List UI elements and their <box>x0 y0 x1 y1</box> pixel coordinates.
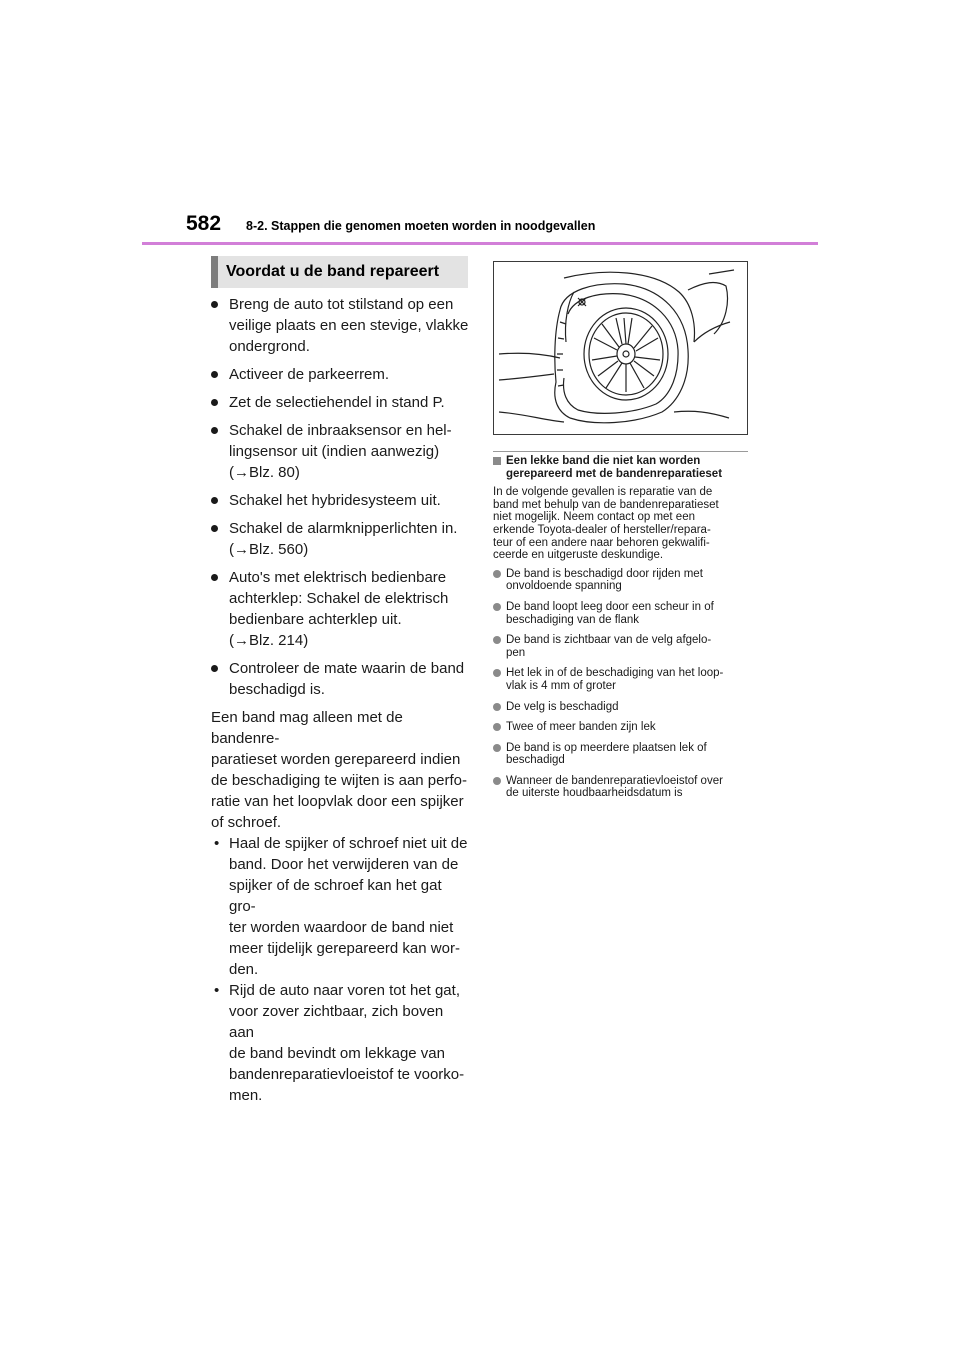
intro-line: erkende Toyota-dealer of hersteller/repara- <box>493 523 711 536</box>
bullet-text-line: pen <box>506 646 526 659</box>
paragraph-line: ratie van het loopvlak door een spijker <box>211 793 464 810</box>
bullet-mark-icon: • <box>214 982 220 999</box>
bullet-dot-icon <box>211 525 218 532</box>
bullet-text-line: Zet de selectiehendel in stand P. <box>229 394 445 411</box>
bullet-text-line: beschadigd <box>506 754 565 767</box>
bullet-text-line: achterklep: Schakel de elektrisch <box>229 590 449 607</box>
dash-text-line: meer tijdelijk gerepareerd kan wor- <box>229 940 460 957</box>
bullet-text-line: onvoldoende spanning <box>506 580 622 593</box>
bullet-text-line: De velg is beschadigd <box>506 700 619 713</box>
bullet-text-line: De band is beschadigd door rijden met <box>506 567 703 580</box>
bullet-dot-icon <box>493 777 501 785</box>
bullet-dot-icon <box>211 301 218 308</box>
list-item <box>211 490 469 511</box>
flat-tire-drawing <box>494 262 747 434</box>
dash-list <box>211 833 469 1106</box>
header-divider <box>142 242 818 245</box>
subhead-line: Een lekke band die niet kan worden <box>506 455 701 467</box>
paragraph-line: paratieset worden gerepareerd indien <box>211 751 461 768</box>
bullet-dot-icon <box>211 371 218 378</box>
intro-line: ceerde en uitgeruste deskundige. <box>493 549 664 562</box>
dash-text-line: Haal de spijker of schroef niet uit de <box>229 835 468 852</box>
list-item <box>493 701 751 714</box>
bullet-text-line: Schakel het hybridesysteem uit. <box>229 492 441 509</box>
bullet-text-line: beschadiging van de flank <box>506 613 639 626</box>
intro-line: teur of een andere naar behoren gekwalifi- <box>493 536 710 549</box>
flat-tire-illustration <box>493 261 748 435</box>
dash-text-line: Rijd de auto naar voren tot het gat, <box>229 982 460 999</box>
dash-text-line: men. <box>229 1087 263 1104</box>
unrepairable-bullet-list <box>493 568 751 800</box>
bullet-text-line: (→Blz. 214) <box>229 632 309 649</box>
bullet-text-line: vlak is 4 mm of groter <box>506 679 616 692</box>
list-item <box>493 667 751 692</box>
bullet-dot-icon <box>211 399 218 406</box>
bullet-text-line: bedienbare achterklep uit. <box>229 611 402 628</box>
bullet-text-line: De band is zichtbaar van de velg afgelo- <box>506 634 712 647</box>
bullet-dot-icon <box>211 574 218 581</box>
square-bullet-icon <box>493 457 501 465</box>
bullet-dot-icon <box>493 723 501 731</box>
dash-text-line: spijker of de schroef kan het gat gro- <box>229 877 442 915</box>
dash-text-line: den. <box>229 961 259 978</box>
left-column <box>211 294 469 1106</box>
list-item <box>211 392 469 413</box>
list-item <box>211 294 469 357</box>
unrepairable-intro <box>493 486 751 562</box>
bullet-text-line: (→Blz. 80) <box>229 464 300 481</box>
bullet-text-line: De band loopt leeg door een scheur in of <box>506 600 714 613</box>
bullet-text-line: ondergrond. <box>229 338 310 355</box>
bullet-text-line: Schakel de alarmknipperlichten in. <box>229 520 458 537</box>
right-divider <box>493 451 748 452</box>
list-item <box>211 420 469 483</box>
bullet-text-line: Twee of meer banden zijn lek <box>506 721 656 734</box>
unrepairable-subhead <box>493 455 751 480</box>
dash-text-line: voor zover zichtbaar, zich boven aan <box>229 1003 444 1041</box>
intro-line: In de volgende gevallen is reparatie van de <box>493 486 713 499</box>
bullet-text-line: veilige plaats en een stevige, vlakke <box>229 317 469 334</box>
dash-text-line: ter worden waardoor de band niet <box>229 919 454 936</box>
list-item <box>211 364 469 385</box>
dash-text-line: de band bevindt om lekkage van <box>229 1045 445 1062</box>
page-number: 582 <box>186 212 222 235</box>
bullet-text-line: De band is op meerdere plaatsen lek of <box>506 741 707 754</box>
bullet-text-line: Activeer de parkeerrem. <box>229 366 390 383</box>
bullet-text-line: de uiterste houdbaarheidsdatum is <box>506 787 683 800</box>
list-item <box>211 833 469 980</box>
bullet-dot-icon <box>211 665 218 672</box>
bullet-text-line: beschadigd is. <box>229 681 325 698</box>
bullet-text-line: (→Blz. 560) <box>229 541 309 558</box>
prep-bullet-list <box>211 294 469 700</box>
list-item <box>493 634 751 659</box>
paragraph-line: of schroef. <box>211 814 282 831</box>
bullet-dot-icon <box>493 669 501 677</box>
bullet-text-line: Wanneer de bandenreparatievloeistof over <box>506 774 723 787</box>
bullet-dot-icon <box>493 636 501 644</box>
section-title: Voordat u de band repareert <box>211 256 468 288</box>
subhead-line: gerepareerd met de bandenreparatieset <box>506 467 723 480</box>
bullet-dot-icon <box>493 703 501 711</box>
bullet-text-line: Auto's met elektrisch bedienbare <box>229 569 447 586</box>
bullet-dot-icon <box>211 497 218 504</box>
dash-text-line: bandenreparatievloeistof te voorko- <box>229 1066 465 1083</box>
list-item <box>211 567 469 651</box>
list-item <box>211 980 469 1106</box>
bullet-dot-icon <box>493 570 501 578</box>
list-item <box>493 775 751 800</box>
repair-condition-paragraph <box>211 707 469 833</box>
list-item <box>211 518 469 560</box>
bullet-text-line: Controleer de mate waarin de band <box>229 660 465 677</box>
list-item <box>493 568 751 593</box>
bullet-mark-icon: • <box>214 835 220 852</box>
intro-line: niet mogelijk. Neem contact op met een <box>493 511 695 524</box>
list-item <box>493 742 751 767</box>
paragraph-line: Een band mag alleen met de bandenre- <box>211 709 403 747</box>
bullet-text-line: Breng de auto tot stilstand op een <box>229 296 454 313</box>
paragraph-line: de beschadiging te wijten is aan perfo- <box>211 772 467 789</box>
bullet-dot-icon <box>493 744 501 752</box>
list-item <box>493 601 751 626</box>
list-item <box>493 721 751 734</box>
chapter-title: 8-2. Stappen die genomen moeten worden in noodgevallen <box>246 219 596 233</box>
list-item <box>211 658 469 700</box>
bullet-text-line: lingsensor uit (indien aanwezig) <box>229 443 440 460</box>
dash-text-line: band. Door het verwijderen van de <box>229 856 459 873</box>
right-column <box>493 455 751 808</box>
bullet-dot-icon <box>493 603 501 611</box>
intro-line: band met behulp van de bandenreparatieset <box>493 498 719 511</box>
bullet-text-line: Het lek in of de beschadiging van het loop- <box>506 667 724 680</box>
bullet-dot-icon <box>211 427 218 434</box>
bullet-text-line: Schakel de inbraaksensor en hel- <box>229 422 452 439</box>
